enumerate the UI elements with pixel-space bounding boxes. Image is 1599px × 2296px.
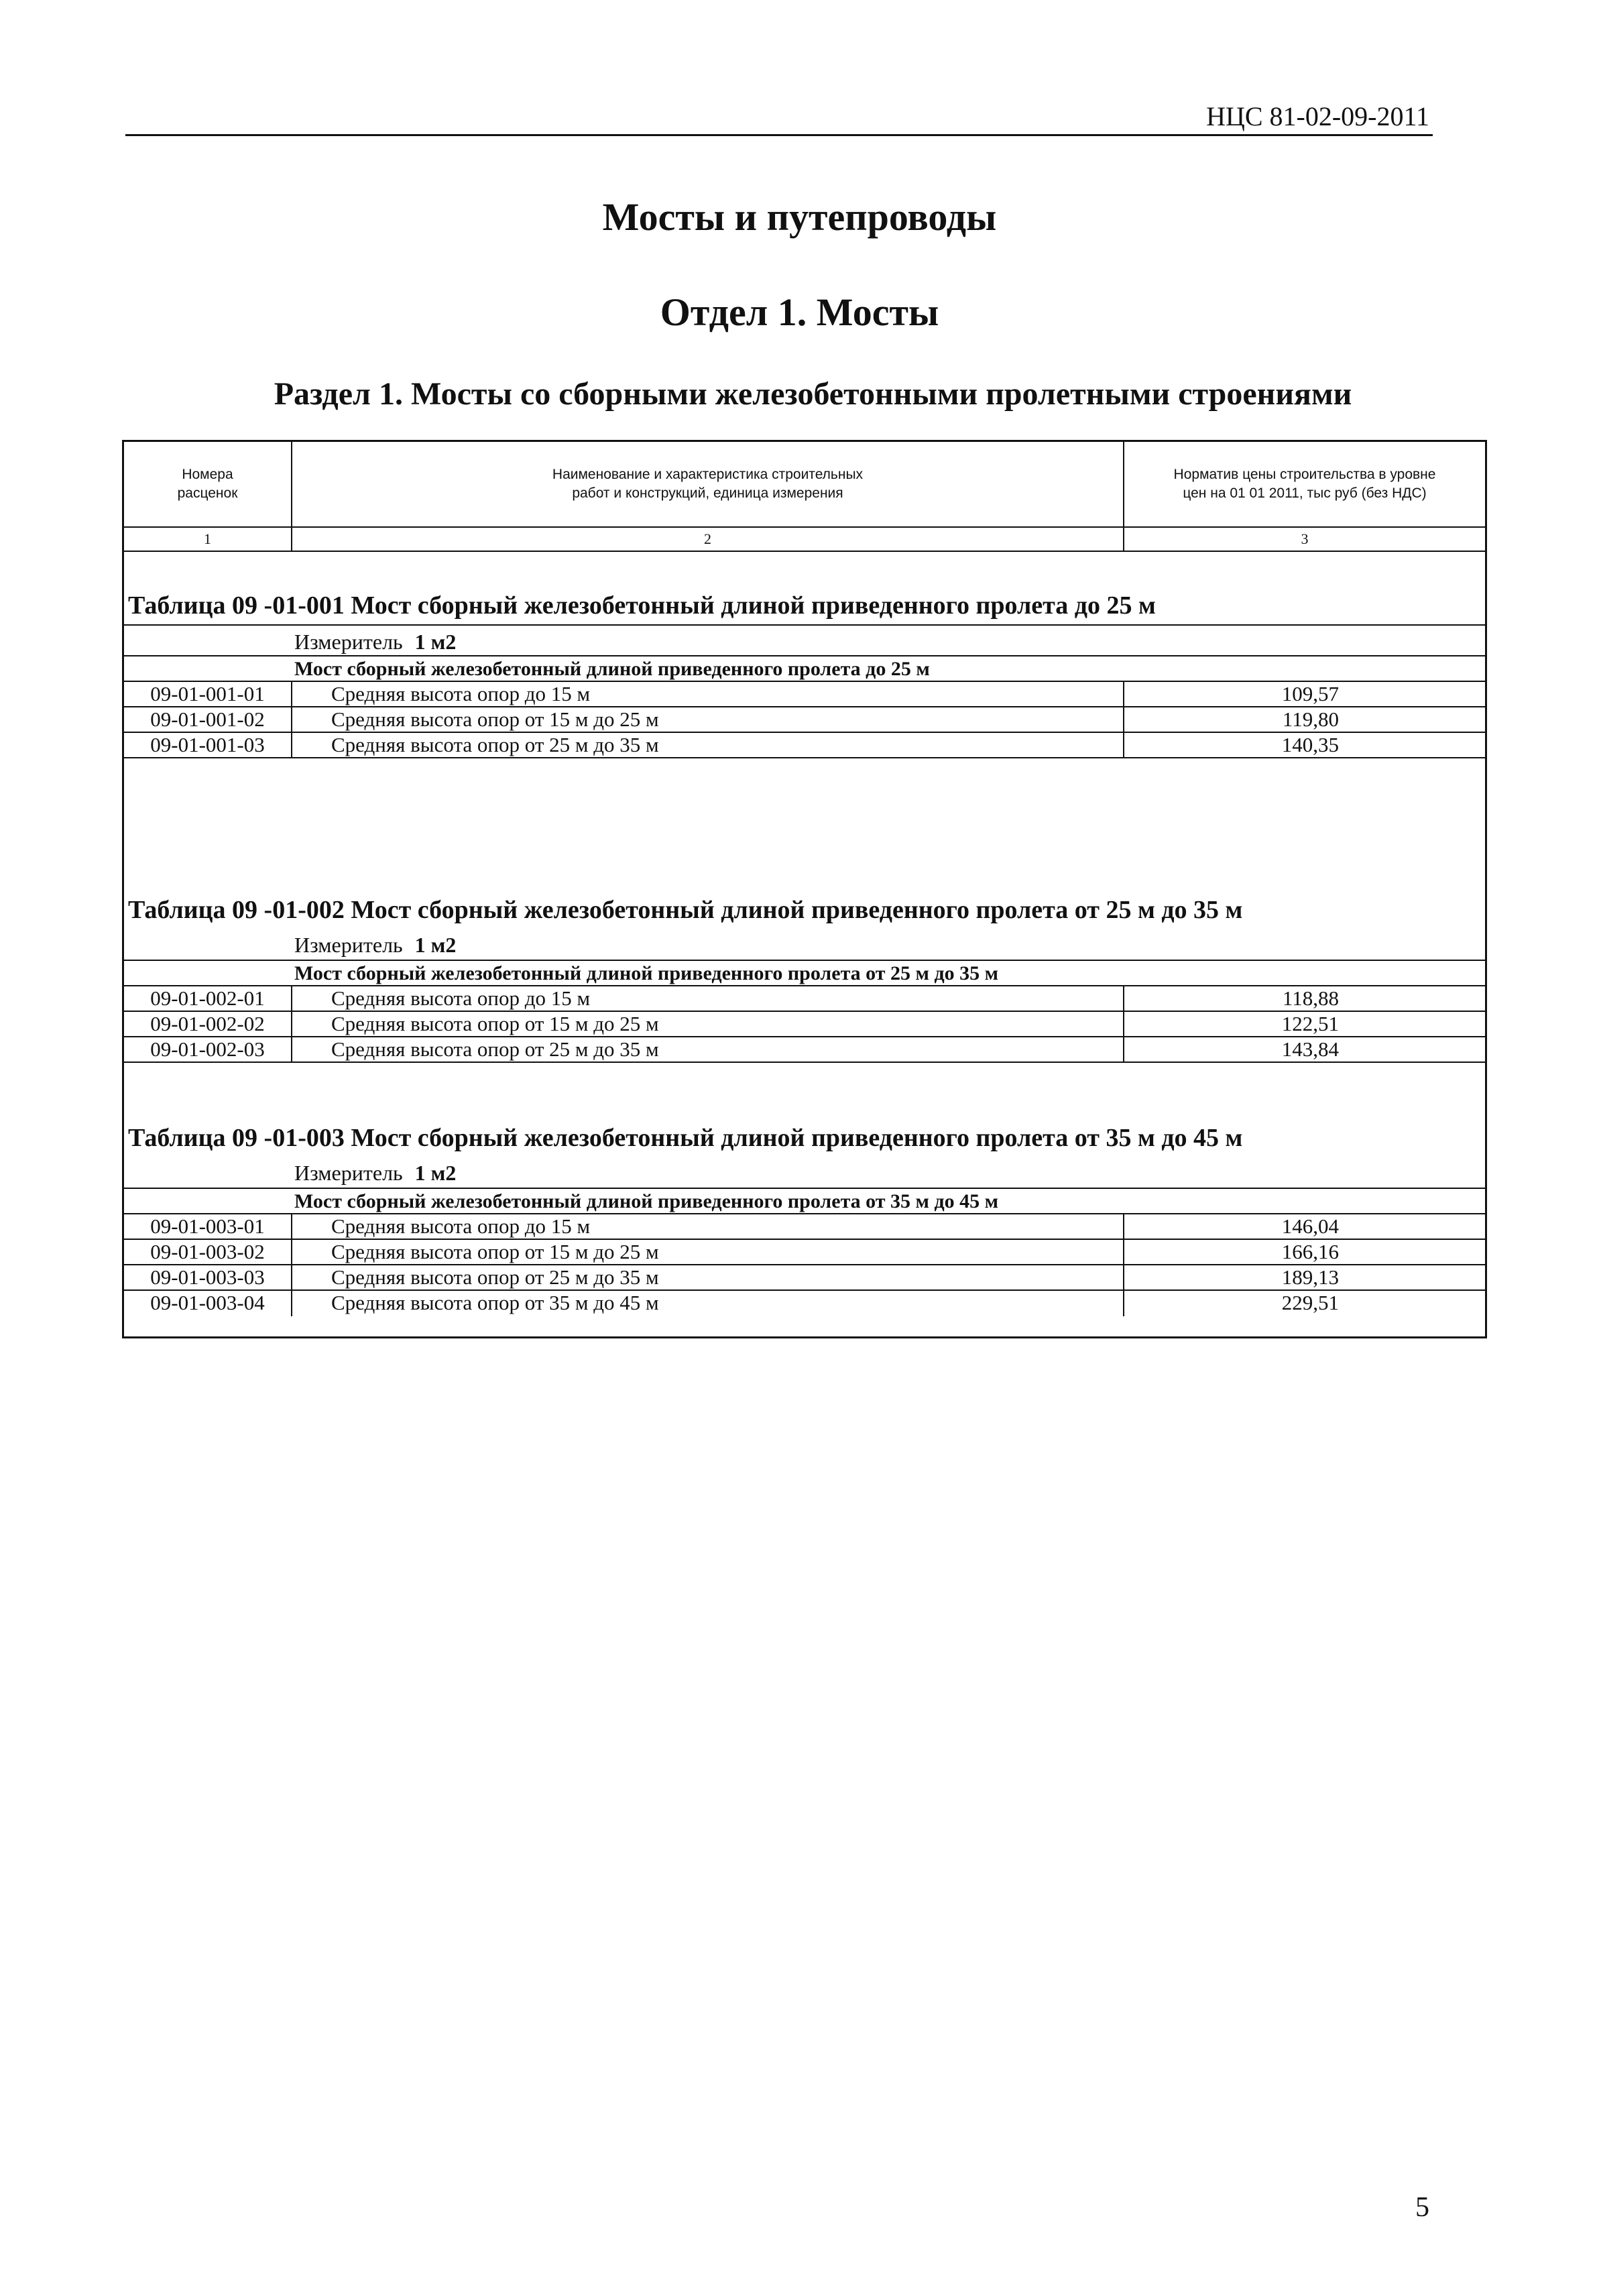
- header-rule: [125, 134, 1433, 136]
- table-row: [124, 707, 1485, 733]
- table-subheading: Мост сборный железобетонный длиной приведенного пролета от 25 м до 35 м: [124, 961, 1485, 986]
- header-col-codes: Номера расценок: [124, 442, 292, 526]
- measure-row: [124, 1157, 1485, 1189]
- row-code: 09-01-003-01: [124, 1214, 292, 1239]
- table-section-1: [124, 587, 1485, 758]
- row-name: Средняя высота опор от 15 м до 25 м: [292, 1240, 1124, 1264]
- department-title: Отдел 1. Мосты: [660, 290, 939, 334]
- row-price: 229,51: [1281, 1291, 1339, 1314]
- row-name: Средняя высота опор от 15 м до 25 м: [292, 707, 1124, 732]
- row-code: 09-01-002-02: [124, 1012, 292, 1036]
- header-num-1: 1: [124, 528, 292, 551]
- row-price: 143,84: [1281, 1037, 1339, 1061]
- header-col-price: Норматив цены строительства в уровне цен на 01 01 2011, тыс руб (без НДС): [1173, 466, 1436, 501]
- main-title: Мосты и путепроводы: [602, 195, 997, 239]
- row-code: 09-01-003-03: [124, 1265, 292, 1289]
- measure-unit: 1 м2: [414, 933, 457, 957]
- row-name: Средняя высота опор от 25 м до 35 м: [292, 733, 1124, 757]
- row-code: 09-01-002-03: [124, 1037, 292, 1061]
- row-code: 09-01-001-01: [124, 682, 292, 706]
- table-row: [124, 1240, 1485, 1265]
- row-name: Средняя высота опор от 25 м до 35 м: [292, 1265, 1124, 1289]
- header-row: [124, 442, 1485, 528]
- row-price: 109,57: [1281, 682, 1339, 705]
- row-name: Средняя высота опор до 15 м: [292, 682, 1124, 706]
- measure-unit: 1 м2: [414, 1161, 457, 1185]
- row-price: 119,80: [1282, 707, 1339, 731]
- measure-row: [124, 624, 1485, 656]
- row-code: 09-01-003-02: [124, 1240, 292, 1264]
- row-price: 146,04: [1281, 1214, 1339, 1238]
- document-code: НЦС 81-02-09-2011: [1206, 101, 1429, 131]
- section-title: Раздел 1. Мосты со сборными железобетонными пролетными строениями: [274, 376, 1352, 412]
- table-section-2: [124, 891, 1485, 1063]
- measure-label: Измеритель: [294, 933, 403, 957]
- header-num-2: 2: [292, 528, 1124, 551]
- table-row: [124, 1291, 1485, 1316]
- header-number-row: [124, 528, 1485, 552]
- row-name: Средняя высота опор от 25 м до 35 м: [292, 1037, 1124, 1061]
- table-row: [124, 1037, 1485, 1063]
- price-table: [122, 440, 1487, 1338]
- table-row: [124, 1214, 1485, 1240]
- row-code: 09-01-001-02: [124, 707, 292, 732]
- table-row: [124, 733, 1485, 758]
- row-price: 122,51: [1281, 1012, 1339, 1035]
- row-code: 09-01-001-03: [124, 733, 292, 757]
- row-name: Средняя высота опор до 15 м: [292, 1214, 1124, 1239]
- measure-unit: 1 м2: [414, 630, 457, 654]
- header-num-3: 3: [1301, 530, 1309, 548]
- row-code: 09-01-003-04: [124, 1291, 292, 1316]
- table-row: [124, 986, 1485, 1012]
- table-row: [124, 1012, 1485, 1037]
- row-price: 118,88: [1282, 986, 1339, 1010]
- header-col-name: Наименование и характеристика строительных работ и конструкций, единица измерения: [292, 442, 1124, 526]
- row-name: Средняя высота опор до 15 м: [292, 986, 1124, 1011]
- table-subheading: Мост сборный железобетонный длиной приведенного пролета до 25 м: [124, 656, 1485, 682]
- measure-label: Измеритель: [294, 1161, 403, 1185]
- row-price: 166,16: [1281, 1240, 1339, 1263]
- row-price: 189,13: [1281, 1265, 1339, 1289]
- row-price: 140,35: [1281, 733, 1339, 756]
- row-code: 09-01-002-01: [124, 986, 292, 1011]
- table-title: Таблица 09 -01-003 Мост сборный железобетонный длиной приведенного пролета от 35 м до 45 м: [128, 1124, 1243, 1152]
- page-number: 5: [1415, 2192, 1429, 2223]
- table-row: [124, 682, 1485, 707]
- measure-row: [124, 929, 1485, 961]
- row-name: Средняя высота опор от 35 м до 45 м: [292, 1291, 1124, 1316]
- measure-label: Измеритель: [294, 630, 403, 654]
- table-row: [124, 1265, 1485, 1291]
- table-title: Таблица 09 -01-002 Мост сборный железобетонный длиной приведенного пролета от 25 м до 35 м: [128, 896, 1243, 924]
- table-header: [124, 442, 1485, 552]
- table-section-3: [124, 1119, 1485, 1316]
- table-subheading: Мост сборный железобетонный длиной приведенного пролета от 35 м до 45 м: [124, 1189, 1485, 1214]
- row-name: Средняя высота опор от 15 м до 25 м: [292, 1012, 1124, 1036]
- table-title: Таблица 09 -01-001 Мост сборный железобетонный длиной приведенного пролета до 25 м: [128, 591, 1156, 620]
